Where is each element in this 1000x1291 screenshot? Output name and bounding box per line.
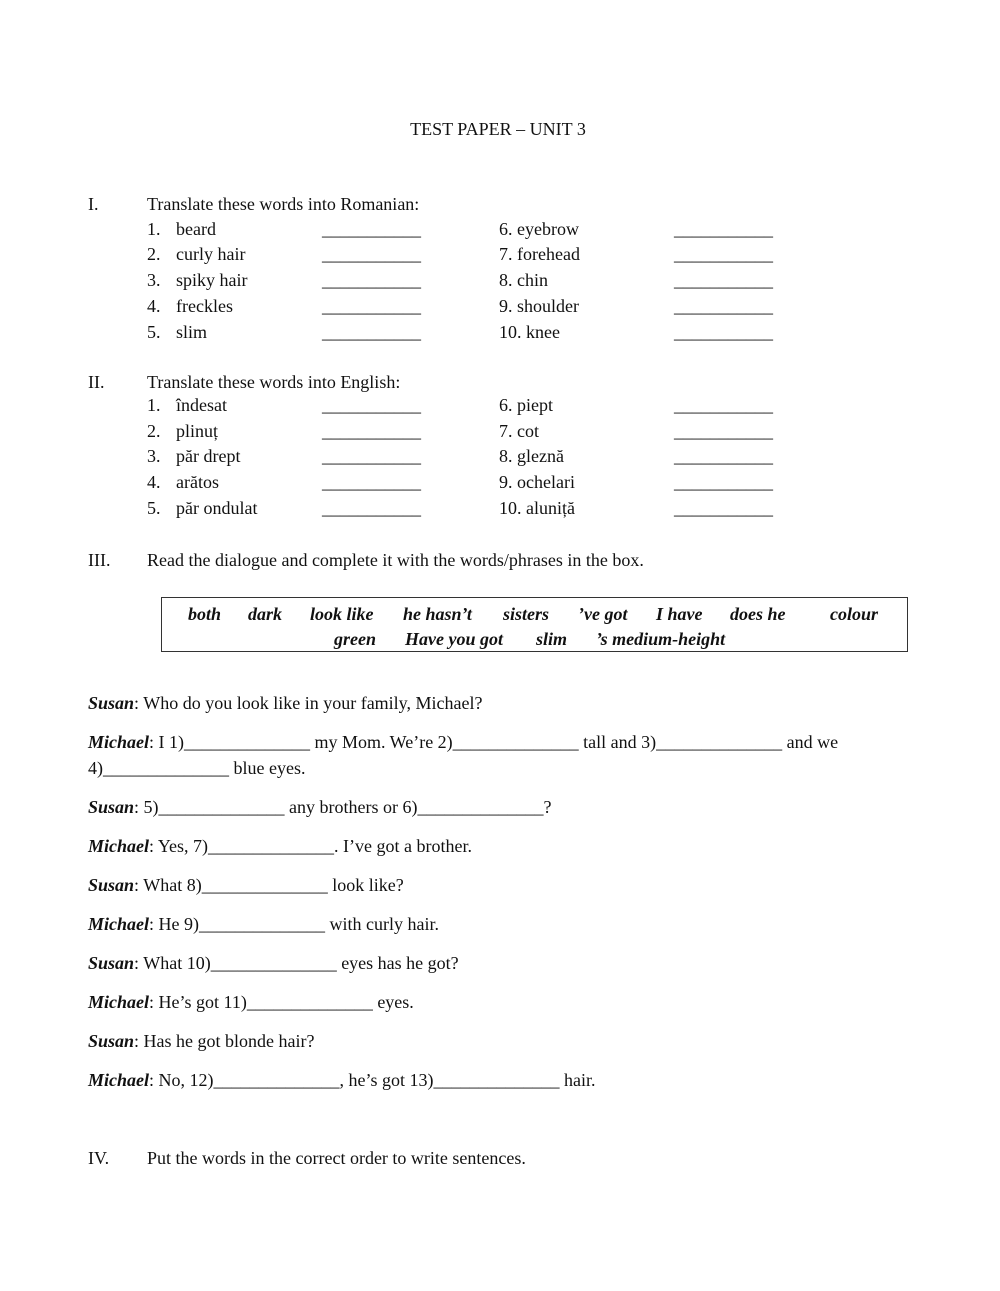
box-word: both — [188, 604, 222, 624]
section-4-instruction: Put the words in the correct order to write sentences. — [147, 1148, 526, 1168]
answer-blank[interactable]: ___________ — [322, 322, 421, 342]
dialogue-text: : I 1)______________ my Mom. We’re 2)______________ tall and 3)______________ and we — [149, 732, 839, 752]
dialogue-text: : He 9)______________ with curly hair. — [149, 914, 439, 934]
answer-blank[interactable]: ___________ — [674, 472, 773, 492]
box-word: sisters — [503, 604, 550, 624]
item-number: 1. — [147, 395, 161, 415]
section-1-numeral: I. — [88, 194, 99, 214]
section-3-instruction: Read the dialogue and complete it with the words/phrases in the box. — [147, 550, 644, 570]
box-word: I have — [656, 604, 703, 624]
speaker-name: Michael — [88, 836, 149, 856]
answer-blank[interactable]: ___________ — [674, 244, 773, 264]
box-word: dark — [248, 604, 283, 624]
item-word: îndesat — [176, 395, 227, 415]
speaker-name: Susan — [88, 797, 135, 817]
dialogue-text: : No, 12)______________, he’s got 13)______________ hair. — [149, 1070, 596, 1090]
section-2-instruction: Translate these words into English: — [147, 372, 401, 392]
dialogue-line — [88, 993, 414, 1011]
answer-blank[interactable]: ___________ — [322, 296, 421, 316]
section-2-numeral: II. — [88, 372, 105, 392]
dialogue-text: : Who do you look like in your family, Michael? — [134, 693, 483, 713]
box-word: colour — [830, 604, 879, 624]
answer-blank[interactable]: ___________ — [322, 219, 421, 239]
dialogue-line — [88, 1071, 595, 1089]
dialogue-line — [88, 837, 472, 855]
dialogue-text: : What 8)______________ look like? — [134, 875, 404, 895]
item-word: plinuț — [176, 421, 219, 441]
item-number: 5. — [147, 498, 161, 518]
dialogue-text: : 5)______________ any brothers or 6)______________? — [134, 797, 552, 817]
item-number: 2. — [147, 244, 161, 264]
speaker-name: Susan — [88, 875, 135, 895]
box-word: slim — [536, 629, 568, 649]
item-word: 10. knee — [499, 322, 560, 342]
answer-blank[interactable]: ___________ — [674, 395, 773, 415]
box-word: green — [334, 629, 376, 649]
answer-blank[interactable]: ___________ — [674, 322, 773, 342]
box-word: ’ve got — [578, 604, 628, 624]
answer-blank[interactable]: ___________ — [674, 498, 773, 518]
item-number: 3. — [147, 446, 161, 466]
item-word: 7. cot — [499, 421, 539, 441]
dialogue-text: : Has he got blonde hair? — [134, 1031, 315, 1051]
answer-blank[interactable]: ___________ — [322, 472, 421, 492]
item-number: 5. — [147, 322, 161, 342]
section-3-numeral: III. — [88, 550, 111, 570]
speaker-name: Susan — [88, 1031, 135, 1051]
item-word: spiky hair — [176, 270, 248, 290]
item-word: 8. gleznă — [499, 446, 564, 466]
dialogue-line — [88, 915, 439, 933]
dialogue-text: : What 10)______________ eyes has he got? — [134, 953, 459, 973]
item-word: beard — [176, 219, 216, 239]
answer-blank[interactable]: ___________ — [322, 446, 421, 466]
answer-blank[interactable]: ___________ — [674, 421, 773, 441]
item-word: 10. aluniță — [499, 498, 575, 518]
dialogue-text: : He’s got 11)______________ eyes. — [149, 992, 414, 1012]
item-word: arătos — [176, 472, 219, 492]
speaker-name: Michael — [88, 1070, 149, 1090]
section-4-numeral: IV. — [88, 1148, 110, 1168]
answer-blank[interactable]: ___________ — [322, 270, 421, 290]
item-number: 3. — [147, 270, 161, 290]
item-word: păr drept — [176, 446, 241, 466]
dialogue-line — [88, 733, 838, 751]
dialogue-line — [88, 694, 482, 712]
dialogue-line — [88, 876, 404, 894]
item-number: 4. — [147, 296, 161, 316]
answer-blank[interactable]: ___________ — [322, 395, 421, 415]
speaker-name: Michael — [88, 732, 149, 752]
dialogue-text: : Yes, 7)______________. I’ve got a brother. — [149, 836, 472, 856]
item-word: 7. forehead — [499, 244, 580, 264]
item-number: 4. — [147, 472, 161, 492]
dialogue-line-continued: 4)______________ blue eyes. — [88, 758, 306, 778]
item-word: 6. eyebrow — [499, 219, 579, 239]
answer-blank[interactable]: ___________ — [674, 446, 773, 466]
speaker-name: Michael — [88, 914, 149, 934]
answer-blank[interactable]: ___________ — [322, 498, 421, 518]
speaker-name: Susan — [88, 693, 135, 713]
box-word: Have you got — [405, 629, 503, 649]
item-word: slim — [176, 322, 208, 342]
answer-blank[interactable]: ___________ — [674, 219, 773, 239]
dialogue-line — [88, 798, 552, 816]
answer-blank[interactable]: ___________ — [322, 244, 421, 264]
box-word: ’s medium-height — [596, 629, 726, 649]
dialogue-line — [88, 954, 459, 972]
speaker-name: Michael — [88, 992, 149, 1012]
speaker-name: Susan — [88, 953, 135, 973]
dialogue-line — [88, 1032, 315, 1050]
item-number: 1. — [147, 219, 161, 239]
box-word: he hasn’t — [403, 604, 472, 624]
answer-blank[interactable]: ___________ — [674, 270, 773, 290]
box-word: look like — [310, 604, 374, 624]
word-box — [161, 597, 908, 652]
item-word: curly hair — [176, 244, 246, 264]
box-word: does he — [730, 604, 786, 624]
item-word: freckles — [176, 296, 233, 316]
item-word: 8. chin — [499, 270, 548, 290]
section-1-instruction: Translate these words into Romanian: — [147, 194, 420, 214]
item-word: 6. piept — [499, 395, 553, 415]
item-number: 2. — [147, 421, 161, 441]
page-title: TEST PAPER – UNIT 3 — [410, 119, 586, 139]
item-word: 9. ochelari — [499, 472, 575, 492]
item-word: 9. shoulder — [499, 296, 579, 316]
answer-blank[interactable]: ___________ — [674, 296, 773, 316]
item-word: păr ondulat — [176, 498, 258, 518]
answer-blank[interactable]: ___________ — [322, 421, 421, 441]
